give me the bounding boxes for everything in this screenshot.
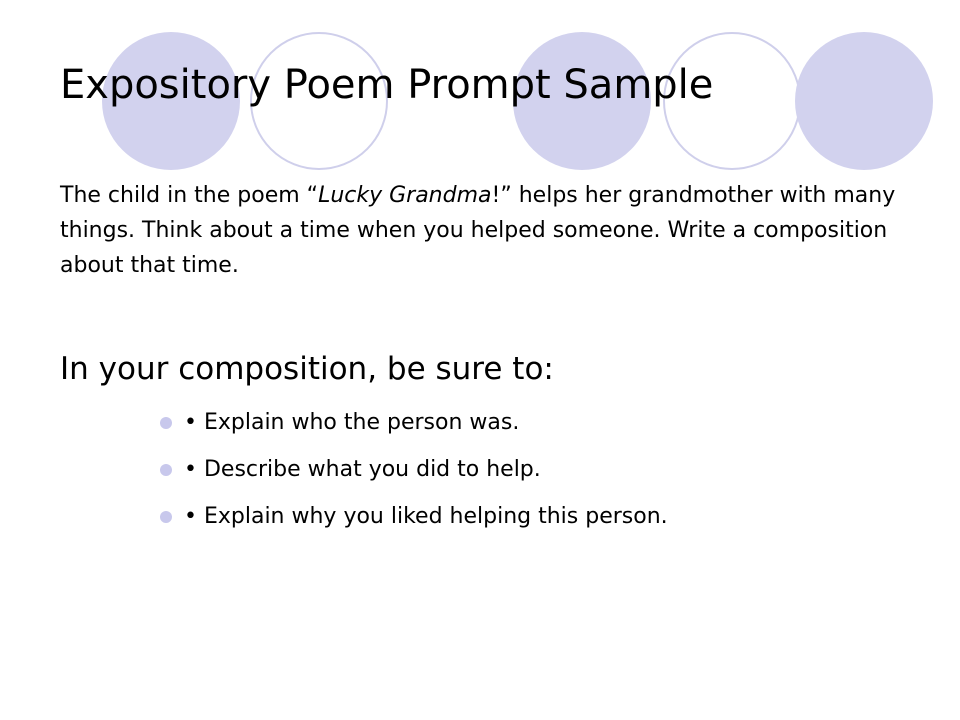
list-item-text: • Describe what you did to help. xyxy=(184,457,541,482)
instructions-list xyxy=(160,406,668,547)
list-item-text: • Explain why you liked helping this person. xyxy=(184,504,668,529)
list-item xyxy=(160,500,668,547)
prompt-paragraph xyxy=(60,178,900,283)
decorative-circle-5 xyxy=(795,32,933,170)
slide-title: Expository Poem Prompt Sample xyxy=(60,62,714,108)
poem-title: Lucky Grandma xyxy=(318,183,492,208)
bullet-circle-icon xyxy=(160,464,172,476)
bullet-circle-icon xyxy=(160,511,172,523)
list-item xyxy=(160,406,668,453)
list-item xyxy=(160,453,668,500)
prompt-text-before: The child in the poem “ xyxy=(60,183,319,208)
instructions-heading: In your composition, be sure to: xyxy=(60,351,554,387)
bullet-circle-icon xyxy=(160,417,172,429)
prompt-text-after: !” helps her grandmother with many things. Think about a time when you helped someone. Write a composition about that time. xyxy=(60,183,896,278)
list-item-text: • Explain who the person was. xyxy=(184,410,520,435)
